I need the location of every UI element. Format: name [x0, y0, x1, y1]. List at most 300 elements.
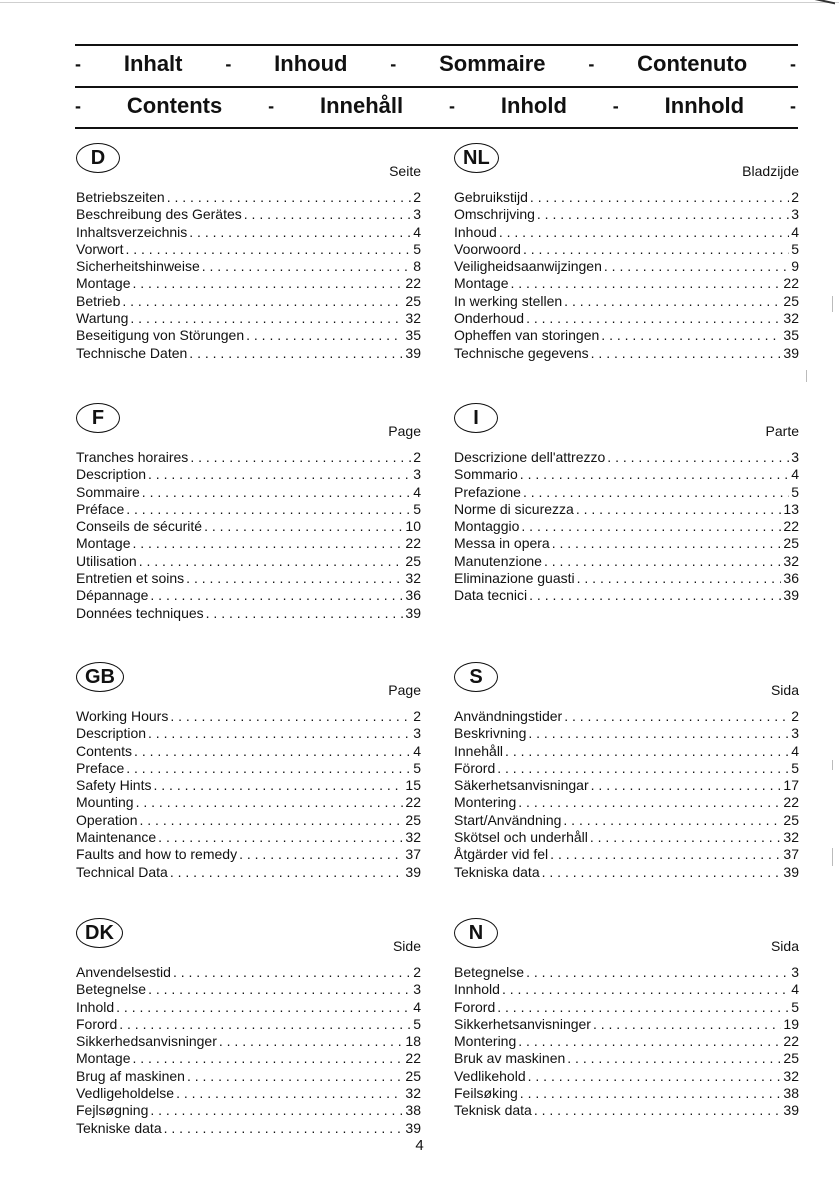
- toc-leader-dots: [164, 1120, 404, 1137]
- toc-leader-dots: [153, 777, 403, 794]
- toc-leader-dots: [520, 1085, 782, 1102]
- toc-leader-dots: [122, 293, 403, 310]
- toc-entry-title: Tekniske data: [76, 1119, 162, 1136]
- toc-leader-dots: [550, 846, 781, 863]
- toc-leader-dots: [499, 224, 789, 241]
- toc-entry-page: 39: [405, 863, 421, 880]
- toc-entry-title: Vedligeholdelse: [76, 1085, 175, 1102]
- section-s: [454, 662, 799, 881]
- toc-entry: [76, 864, 421, 881]
- header-word-contents: Contents: [126, 93, 223, 118]
- toc-entry-title: Norme di sicurezza: [454, 500, 574, 517]
- language-badge: D: [76, 143, 120, 173]
- toc-leader-dots: [567, 1050, 781, 1067]
- header-word-inhoud: Inhoud: [274, 51, 348, 76]
- toc-entry: [76, 206, 421, 223]
- margin-mark: [832, 848, 833, 866]
- toc-entry: [454, 777, 799, 794]
- toc-entry-title: Forord: [454, 998, 496, 1015]
- toc-entry-page: 38: [783, 1085, 799, 1102]
- toc-leader-dots: [537, 206, 789, 223]
- toc-entry-title: Gebruikstijd: [454, 189, 528, 205]
- toc-leader-dots: [497, 999, 789, 1016]
- toc-leader-dots: [126, 760, 411, 777]
- toc-entry-page: 3: [791, 449, 799, 465]
- toc-leader-dots: [576, 501, 782, 518]
- toc-entry-page: 22: [783, 518, 799, 535]
- toc-entry-title: Beschreibung des Gerätes: [76, 206, 242, 223]
- toc-leader-dots: [139, 812, 403, 829]
- toc-entry-title: Descrizione dell'attrezzo: [454, 449, 606, 465]
- toc-entry: [454, 224, 799, 241]
- toc-leader-dots: [148, 981, 411, 998]
- toc-leader-dots: [132, 535, 403, 552]
- margin-mark: [832, 296, 833, 312]
- toc-entry: [76, 743, 421, 760]
- toc-entry-page: 5: [413, 240, 421, 257]
- toc-entry-page: 36: [783, 570, 799, 587]
- toc-entry-title: Inhold: [76, 998, 115, 1015]
- toc-entry: [454, 327, 799, 344]
- toc-leader-dots: [158, 829, 403, 846]
- toc-entry: [76, 275, 421, 292]
- toc-leader-dots: [530, 189, 789, 206]
- toc-leader-dots: [239, 846, 403, 863]
- toc-entry: [76, 241, 421, 258]
- toc-entry-page: 22: [783, 275, 799, 292]
- toc-entry: [76, 570, 421, 587]
- page-column-label: Page: [388, 682, 421, 698]
- header-word-sommaire: Sommaire: [439, 51, 546, 76]
- toc-leader-dots: [167, 189, 411, 206]
- toc-leader-dots: [130, 310, 403, 327]
- toc-entry: [454, 345, 799, 362]
- toc-leader-dots: [116, 999, 411, 1016]
- toc-entry-title: Betriebszeiten: [76, 189, 165, 205]
- toc-entry: [76, 258, 421, 275]
- toc-entry-title: Teknisk data: [454, 1102, 532, 1119]
- toc-leader-dots: [523, 484, 789, 501]
- header-dash: -: [612, 95, 619, 116]
- toc-entry-title: Manutenzione: [454, 552, 542, 569]
- toc-entry: [76, 1050, 421, 1067]
- toc-entry-title: Montering: [454, 794, 517, 811]
- toc-entry-title: Technische gegevens: [454, 344, 589, 361]
- header-dash: -: [789, 95, 796, 116]
- toc-leader-dots: [542, 864, 782, 881]
- toc-entry-title: Betegnelse: [76, 981, 147, 998]
- margin-mark: [832, 760, 833, 770]
- toc-entry-page: 5: [791, 240, 799, 257]
- section-dk: [76, 918, 421, 1137]
- language-badge: I: [454, 403, 498, 433]
- toc-entry-page: 36: [405, 587, 421, 604]
- toc-entry: [76, 484, 421, 501]
- toc-entry: [454, 829, 799, 846]
- header-word-inhalt: Inhalt: [123, 51, 183, 76]
- toc-entry: [454, 189, 799, 206]
- toc-entry-title: Wartung: [76, 310, 129, 327]
- toc-entry-page: 39: [405, 1119, 421, 1136]
- toc-entry-title: Onderhoud: [454, 310, 525, 327]
- page-column-label: Sida: [770, 682, 799, 698]
- toc-entry-title: Fejlsøgning: [76, 1102, 149, 1119]
- toc-entry-title: Säkerhetsanvisningar: [454, 777, 589, 794]
- toc-leader-dots: [173, 964, 411, 981]
- toc-entry-title: Vedlikehold: [454, 1067, 526, 1084]
- toc-leader-dots: [497, 760, 789, 777]
- toc-entry-page: 22: [405, 275, 421, 292]
- header-dash: -: [75, 95, 81, 116]
- header-dash: -: [268, 95, 275, 116]
- toc-entry-page: 32: [405, 310, 421, 327]
- toc-entry-page: 3: [413, 981, 421, 998]
- toc-entry: [76, 794, 421, 811]
- toc-leader-dots: [523, 241, 789, 258]
- toc-entry-page: 3: [791, 725, 799, 742]
- toc-entry-title: Montage: [76, 1050, 131, 1067]
- toc-leader-dots: [590, 829, 782, 846]
- toc-entry: [454, 864, 799, 881]
- toc-entry: [76, 587, 421, 604]
- toc-entry: [454, 1016, 799, 1033]
- toc-entry: [454, 258, 799, 275]
- header-dash: -: [789, 53, 796, 74]
- toc-entry-title: Forord: [76, 1015, 118, 1032]
- toc-entry: [76, 1120, 421, 1137]
- toc-entry: [454, 466, 799, 483]
- toc-entry-page: 35: [783, 327, 799, 344]
- toc-entry-page: 22: [405, 794, 421, 811]
- toc-entry-title: Voorwoord: [454, 240, 521, 257]
- toc-entry: [454, 846, 799, 863]
- toc-entry-title: Skötsel och underhåll: [454, 829, 588, 846]
- toc-entry: [454, 1050, 799, 1067]
- header-dash: -: [588, 53, 595, 74]
- toc-entry-title: Förord: [454, 759, 496, 776]
- toc-leader-dots: [148, 725, 411, 742]
- language-badge: F: [76, 403, 120, 433]
- toc-entry-page: 25: [405, 552, 421, 569]
- toc-entry-title: Working Hours: [76, 708, 169, 724]
- toc-entry-page: 5: [791, 998, 799, 1015]
- toc-entry-page: 35: [405, 327, 421, 344]
- toc-entry-title: Tekniska data: [454, 863, 540, 880]
- toc-entry: [454, 743, 799, 760]
- toc-leader-dots: [518, 794, 781, 811]
- toc-entry-page: 25: [405, 1067, 421, 1084]
- toc-entry-page: 4: [413, 998, 421, 1015]
- toc-entry: [454, 310, 799, 327]
- toc-entry-title: Faults and how to remedy: [76, 846, 238, 863]
- top-edge-line: [0, 2, 839, 3]
- toc-entry: [76, 224, 421, 241]
- header-word-innhold: Innhold: [664, 93, 745, 118]
- header-dash: -: [225, 53, 232, 74]
- section-head: [76, 918, 421, 964]
- toc-entry: [454, 999, 799, 1016]
- toc-entry-title: Montering: [454, 1033, 517, 1050]
- toc-entry: [454, 794, 799, 811]
- toc-entry: [76, 327, 421, 344]
- toc-entry-page: 39: [783, 587, 799, 604]
- toc-leader-dots: [526, 310, 781, 327]
- toc-entry-page: 37: [783, 846, 799, 863]
- section-d: [76, 143, 421, 362]
- toc-entry: [76, 981, 421, 998]
- toc-leader-dots: [189, 345, 403, 362]
- toc-entry-title: Maintenance: [76, 829, 157, 846]
- section-head: [454, 918, 799, 964]
- toc-entry-title: Åtgärder vid fel: [454, 846, 549, 863]
- toc-entry-page: 32: [405, 829, 421, 846]
- toc-entry-page: 5: [791, 759, 799, 776]
- toc-entry: [454, 206, 799, 223]
- toc-entry-title: Description: [76, 725, 147, 742]
- toc-entry: [454, 587, 799, 604]
- toc-leader-dots: [510, 275, 781, 292]
- page-column-label: Seite: [389, 163, 421, 179]
- section-f: [76, 403, 421, 622]
- toc-entry-page: 3: [791, 206, 799, 223]
- toc-entry-page: 32: [783, 552, 799, 569]
- toc-entry-page: 10: [405, 518, 421, 535]
- toc-leader-dots: [206, 605, 404, 622]
- toc-leader-dots: [150, 1102, 403, 1119]
- toc-entry: [454, 725, 799, 742]
- toc-entry-page: 25: [783, 811, 799, 828]
- toc-entry-title: Eliminazione guasti: [454, 570, 575, 587]
- toc-entry-page: 4: [413, 223, 421, 240]
- toc-entry-page: 13: [783, 500, 799, 517]
- toc-entry-title: Data tecnici: [454, 587, 528, 604]
- header-dash: -: [75, 53, 81, 74]
- toc-leader-dots: [148, 466, 411, 483]
- toc-leader-dots: [607, 449, 789, 466]
- toc-leader-dots: [219, 1033, 404, 1050]
- toc-entry-title: Innhold: [454, 981, 500, 998]
- toc-entry-title: Utilisation: [76, 552, 137, 569]
- toc-entry-page: 39: [405, 344, 421, 361]
- toc-entry: [454, 241, 799, 258]
- toc-entry-title: Beseitigung von Störungen: [76, 327, 245, 344]
- section-head: [76, 403, 421, 449]
- toc-entry-title: Entretien et soins: [76, 570, 185, 587]
- toc-entry-page: 4: [791, 223, 799, 240]
- toc-entry: [76, 310, 421, 327]
- toc-entry-page: 2: [791, 708, 799, 724]
- section-nl: [454, 143, 799, 362]
- toc-entry-title: Technische Daten: [76, 344, 188, 361]
- section-head: [76, 662, 421, 708]
- toc-entry: [76, 345, 421, 362]
- toc-entry-title: Beskrivning: [454, 725, 527, 742]
- toc-entry-page: 4: [413, 742, 421, 759]
- toc-entry-page: 22: [783, 794, 799, 811]
- language-badge: GB: [76, 662, 124, 692]
- toc-entry: [76, 189, 421, 206]
- toc-entry-title: Technical Data: [76, 863, 168, 880]
- toc-leader-dots: [186, 570, 403, 587]
- header-rule-bottom: [75, 127, 798, 129]
- toc-entry-title: Betegnelse: [454, 964, 525, 980]
- toc-entry-page: 3: [413, 206, 421, 223]
- header-dash: -: [390, 53, 397, 74]
- toc-leader-dots: [142, 484, 411, 501]
- toc-entry-title: Användningstider: [454, 708, 563, 724]
- toc-entry: [454, 570, 799, 587]
- section-head: [454, 662, 799, 708]
- language-badge: N: [454, 918, 498, 948]
- toc-entry-page: 39: [405, 604, 421, 621]
- toc-leader-dots: [521, 518, 781, 535]
- toc-entry: [76, 1033, 421, 1050]
- toc-entry-page: 3: [791, 964, 799, 980]
- toc-entry: [76, 1068, 421, 1085]
- toc-leader-dots: [528, 1068, 782, 1085]
- toc-leader-dots: [176, 1085, 403, 1102]
- toc-entry-title: Start/Användning: [454, 811, 562, 828]
- toc-leader-dots: [552, 535, 782, 552]
- section-gb: [76, 662, 421, 881]
- toc-entry-title: Mounting: [76, 794, 134, 811]
- toc-entry-title: Brug af maskinen: [76, 1067, 185, 1084]
- toc-entry-page: 5: [413, 500, 421, 517]
- toc-entry-page: 32: [405, 1085, 421, 1102]
- toc-leader-dots: [126, 501, 411, 518]
- toc-entry-page: 9: [791, 258, 799, 275]
- toc-entry-page: 2: [413, 189, 421, 205]
- toc-leader-dots: [529, 587, 781, 604]
- language-badge: S: [454, 662, 498, 692]
- toc-leader-dots: [132, 275, 403, 292]
- toc-entry: [76, 518, 421, 535]
- toc-entry-title: Inhaltsverzeichnis: [76, 223, 188, 240]
- toc-entry: [76, 812, 421, 829]
- language-badge: NL: [454, 143, 499, 173]
- toc-entry-page: 37: [405, 846, 421, 863]
- toc-entry-page: 25: [405, 811, 421, 828]
- page-number: 4: [415, 1137, 424, 1154]
- toc-leader-dots: [187, 1068, 403, 1085]
- contents-header: [75, 44, 798, 129]
- toc-leader-dots: [190, 449, 411, 466]
- toc-leader-dots: [170, 864, 404, 881]
- toc-entry-page: 22: [405, 535, 421, 552]
- toc-entry-title: Messa in opera: [454, 535, 550, 552]
- toc-entry-page: 17: [783, 777, 799, 794]
- page-column-label: Page: [388, 423, 421, 439]
- toc-entry-title: Montaggio: [454, 518, 520, 535]
- toc-entry-page: 38: [405, 1102, 421, 1119]
- toc-entry: [76, 466, 421, 483]
- toc-entry-page: 22: [405, 1050, 421, 1067]
- toc-entry-title: Veiligheidsaanwijzingen: [454, 258, 602, 275]
- toc-entry: [454, 275, 799, 292]
- toc-entry-title: Sommario: [454, 466, 518, 483]
- toc-entry-page: 32: [783, 310, 799, 327]
- toc-leader-dots: [526, 964, 789, 981]
- toc-entry: [76, 1016, 421, 1033]
- toc-entry-title: Inhoud: [454, 223, 497, 240]
- toc-entry: [454, 708, 799, 725]
- toc-entry: [454, 1033, 799, 1050]
- toc-leader-dots: [564, 293, 781, 310]
- toc-entry: [76, 1085, 421, 1102]
- toc-entry-title: Sikkerhedsanvisninger: [76, 1033, 217, 1050]
- toc-entry-page: 3: [413, 466, 421, 483]
- toc-entry-page: 25: [405, 292, 421, 309]
- header-row-2: [75, 88, 798, 124]
- toc-leader-dots: [601, 327, 781, 344]
- toc-entry: [454, 760, 799, 777]
- toc-leader-dots: [564, 708, 789, 725]
- toc-leader-dots: [544, 553, 781, 570]
- toc-entry-title: In werking stellen: [454, 292, 563, 309]
- toc-entry-page: 32: [783, 829, 799, 846]
- toc-entry-title: Vorwort: [76, 240, 124, 257]
- language-badge: DK: [76, 918, 123, 948]
- toc-entry-title: Prefazione: [454, 483, 521, 500]
- toc-entry: [454, 1085, 799, 1102]
- toc-entry-page: 39: [783, 863, 799, 880]
- toc-entry-title: Sicherheitshinweise: [76, 258, 200, 275]
- toc-entry-page: 4: [791, 981, 799, 998]
- toc-entry: [76, 777, 421, 794]
- toc-leader-dots: [577, 570, 782, 587]
- toc-leader-dots: [563, 812, 781, 829]
- page-column-label: Sida: [770, 938, 799, 954]
- section-head: [454, 143, 799, 189]
- toc-entry-title: Preface: [76, 759, 125, 776]
- toc-entry-page: 22: [783, 1033, 799, 1050]
- corner-mark: [813, 0, 835, 8]
- header-word-inhold: Inhold: [500, 93, 567, 118]
- toc-entry: [76, 829, 421, 846]
- toc-entry: [454, 293, 799, 310]
- toc-leader-dots: [528, 725, 789, 742]
- page-column-label: Side: [392, 938, 421, 954]
- toc-leader-dots: [136, 794, 404, 811]
- toc-leader-dots: [591, 777, 782, 794]
- toc-entry: [76, 708, 421, 725]
- toc-entry-title: Montage: [76, 535, 131, 552]
- toc-entry-page: 3: [413, 725, 421, 742]
- toc-entry-page: 2: [413, 708, 421, 724]
- toc-entry: [76, 1102, 421, 1119]
- page-column-label: Bladzijde: [742, 163, 799, 179]
- toc-entry-page: 2: [413, 964, 421, 980]
- toc-entry-title: Betrieb: [76, 292, 121, 309]
- toc-entry: [76, 760, 421, 777]
- toc-entry-page: 32: [405, 570, 421, 587]
- toc-entry-title: Feilsøking: [454, 1085, 518, 1102]
- toc-entry: [76, 605, 421, 622]
- margin-mark: [806, 370, 807, 382]
- header-row-1: [75, 46, 798, 82]
- toc-entry: [454, 812, 799, 829]
- toc-entry-page: 15: [405, 777, 421, 794]
- toc-entry-page: 5: [791, 483, 799, 500]
- toc-entry: [454, 553, 799, 570]
- toc-leader-dots: [591, 345, 782, 362]
- toc-entry: [454, 449, 799, 466]
- toc-entry-page: 25: [783, 1050, 799, 1067]
- toc-entry-page: 4: [413, 483, 421, 500]
- toc-entry: [76, 846, 421, 863]
- toc-entry-page: 25: [783, 292, 799, 309]
- toc-entry-title: Sommaire: [76, 483, 140, 500]
